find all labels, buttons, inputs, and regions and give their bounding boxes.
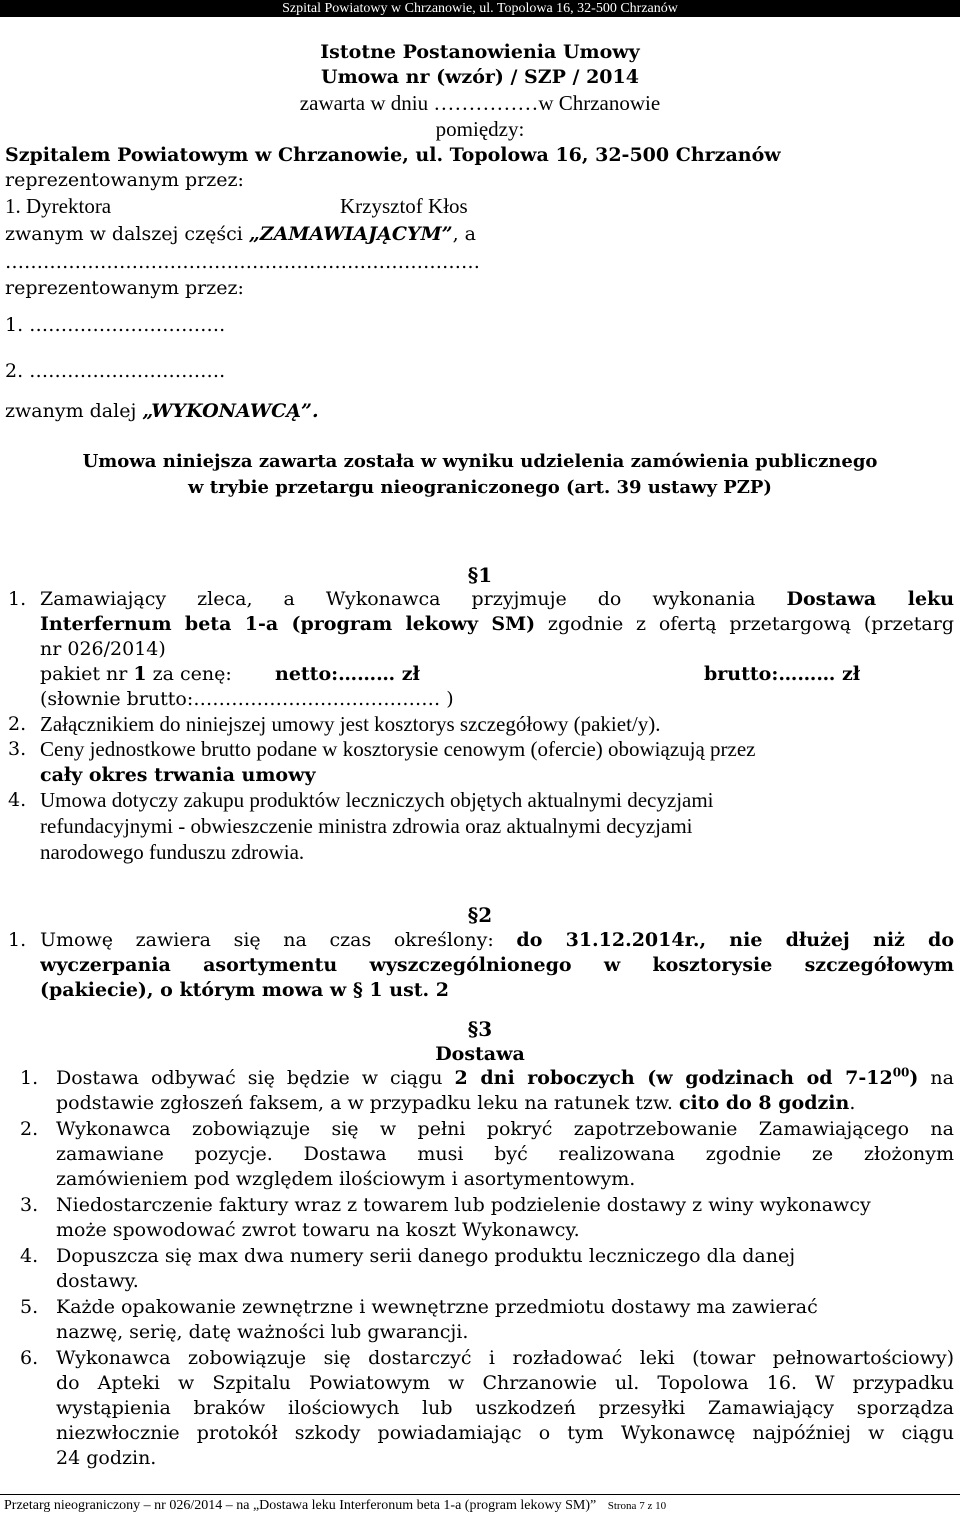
s3-item-1-line-2: podstawie zgłoszeń faksem, a w przypadku leku na ratunek tzw. cito do 8 godzin. <box>56 1092 856 1114</box>
gross-price-field: brutto:……… zł <box>704 663 861 685</box>
representative-1-blank: 1. …………………………. <box>5 314 226 336</box>
ordering-party-clause: zwanym w dalszej części „ZAMAWIAJĄCYM”, a <box>5 223 476 245</box>
gross-in-words-field: (słownie brutto:………………………………… ) <box>40 688 454 710</box>
s1-item-1-line-2: Interfernum beta 1-a (program lekowy SM) zgodnie z ofertą przetargową (przetarg <box>40 613 954 635</box>
s3-item-6-number: 6. <box>20 1347 39 1369</box>
s1-item-1-line-1: Zamawiający zleca, a Wykonawca przyjmuje do wykonania Dostawa leku <box>40 588 954 610</box>
page-footer <box>0 1494 960 1515</box>
document-title: Istotne Postanowienia Umowy <box>320 41 640 63</box>
s1-item-3-line-2: cały okres trwania umowy <box>40 764 316 786</box>
s1-item-2-text: Załącznikiem do niniejszej umowy jest kosztorys szczegółowy (pakiet/y). <box>40 712 661 736</box>
s3-item-1-line-1: Dostawa odbywać się będzie w ciągu 2 dni roboczych (w godzinach od $7-12^{00}$) na <box>56 1066 954 1089</box>
s1-item-4-line-1: Umowa dotyczy zakupu produktów leczniczych objętych aktualnymi decyzjami <box>40 788 714 812</box>
contractor-name-blank: ………………………………………………………………… <box>5 251 480 273</box>
s3-item-2-number: 2. <box>20 1118 39 1140</box>
s3-item-5-line-2: nazwę, serię, datę ważności lub gwarancji. <box>56 1321 469 1343</box>
s2-item-1-line-1: Umowę zawiera się na czas określony: do 31.12.2014r., nie dłużej niż do <box>40 929 954 951</box>
contract-number: Umowa nr (wzór) / SZP / 2014 <box>321 66 639 88</box>
s1-item-4-line-2: refundacyjnymi - obwieszczenie ministra zdrowia oraz aktualnymi decyzjami <box>40 814 693 838</box>
s3-item-6-line-5: 24 godzin. <box>56 1447 157 1469</box>
intro-line-2: w trybie przetargu nieograniczonego (art. 39 ustawy PZP) <box>188 477 772 498</box>
director-label: 1. Dyrektora <box>5 194 112 218</box>
represented-by-label: reprezentowanym przez: <box>5 169 244 191</box>
s1-item-1-line-3: nr 026/2014) <box>40 638 166 660</box>
between-label: pomiędzy: <box>435 117 525 141</box>
ordering-party-name: „ZAMAWIAJĄCYM” <box>248 223 453 245</box>
running-header: Szpital Powiatowy w Chrzanowie, ul. Topolowa 16, 32-500 Chrzanów <box>0 0 960 17</box>
s3-item-6-line-4: niezwłocznie protokół szkody powiadamiając o tym Wykonawcę najpóźniej w ciągu <box>56 1422 954 1444</box>
s3-item-6-line-3: wystąpienia braków ilościowych lub uszkodzeń przesyłki Zamawiający sporządza <box>56 1397 954 1419</box>
hospital-party: Szpitalem Powiatowym w Chrzanowie, ul. Topolowa 16, 32-500 Chrzanów <box>5 144 781 166</box>
s2-item-1-line-3: (pakiecie), o którym mowa w § 1 ust. 2 <box>40 979 449 1001</box>
s1-item-4-line-3: narodowego funduszu zdrowia. <box>40 840 305 864</box>
director-name: Krzysztof Kłos <box>340 194 468 218</box>
section-3-heading: §3 <box>467 1017 493 1041</box>
s3-item-1-number: 1. <box>20 1067 39 1089</box>
s3-item-6-line-1: Wykonawca zobowiązuje się dostarczyć i rozładować leki (towar pełnowartościowy) <box>56 1347 954 1369</box>
section-3-subheading: Dostawa <box>435 1043 525 1065</box>
section-1-heading: §1 <box>467 563 493 587</box>
s1-item-4-number: 4. <box>8 789 27 811</box>
intro-line-1: Umowa niniejsza zawarta została w wyniku udzielenia zamówienia publicznego <box>82 451 878 472</box>
s3-item-3-line-1: Niedostarczenie faktury wraz z towarem lub podzielenie dostawy z winy wykonawcy <box>56 1194 871 1216</box>
package-price-line: pakiet nr 1 za cenę: <box>40 663 232 685</box>
s3-item-5-number: 5. <box>20 1296 39 1318</box>
s3-item-4-line-1: Dopuszcza się max dwa numery serii danego produktu leczniczego dla danej <box>56 1245 796 1267</box>
s1-item-3-number: 3. <box>8 738 27 760</box>
contractor-party-name: „WYKONAWCĄ”. <box>142 400 319 422</box>
s3-item-6-line-2: do Apteki w Szpitalu Powiatowym w Chrzanowie ul. Topolowa 16. W przypadku <box>56 1372 954 1394</box>
net-price-field: netto:……… zł <box>275 663 420 685</box>
s3-item-4-line-2: dostawy. <box>56 1270 139 1292</box>
footer-text: Przetarg nieograniczony – nr 026/2014 – na „Dostawa leku Interferonum beta 1-a (program lekowy SM)” <box>4 1498 597 1513</box>
s3-item-2-line-1: Wykonawca zobowiązuje się w pełni pokryć zapotrzebowanie Zamawiającego na <box>56 1118 954 1140</box>
contractor-clause: zwanym dalej „WYKONAWCĄ”. <box>5 400 319 422</box>
contract-date-place: zawarta w dniu ……………w Chrzanowie <box>299 91 661 115</box>
section-2-heading: §2 <box>467 903 493 927</box>
s1-item-1-number: 1. <box>8 588 27 610</box>
s3-item-3-number: 3. <box>20 1194 39 1216</box>
s1-item-3-line-1: Ceny jednostkowe brutto podane w kosztorysie cenowym (ofercie) obowiązują przez <box>40 737 756 761</box>
representative-2-blank: 2. …………………………. <box>5 360 226 382</box>
page-number: Strona 7 z 10 <box>607 1500 667 1512</box>
s2-item-1-line-2: wyczerpania asortymentu wyszczególnionego w kosztorysie szczegółowym <box>40 954 954 976</box>
s1-item-2-number: 2. <box>8 713 27 735</box>
s3-item-5-line-1: Każde opakowanie zewnętrzne i wewnętrzne przedmiotu dostawy ma zawierać <box>56 1296 818 1318</box>
s3-item-3-line-2: może spowodować zwrot towaru na koszt Wykonawcy. <box>56 1219 580 1241</box>
represented-by-label-2: reprezentowanym przez: <box>5 277 244 299</box>
s3-item-4-number: 4. <box>20 1245 39 1267</box>
s2-item-1-number: 1. <box>8 929 27 951</box>
s3-item-2-line-2: zamawiane pozycje. Dostawa musi być realizowana zgodnie ze złożonym <box>56 1143 954 1165</box>
s3-item-2-line-3: zamówieniem pod względem ilościowym i asortymentowym. <box>56 1168 636 1190</box>
